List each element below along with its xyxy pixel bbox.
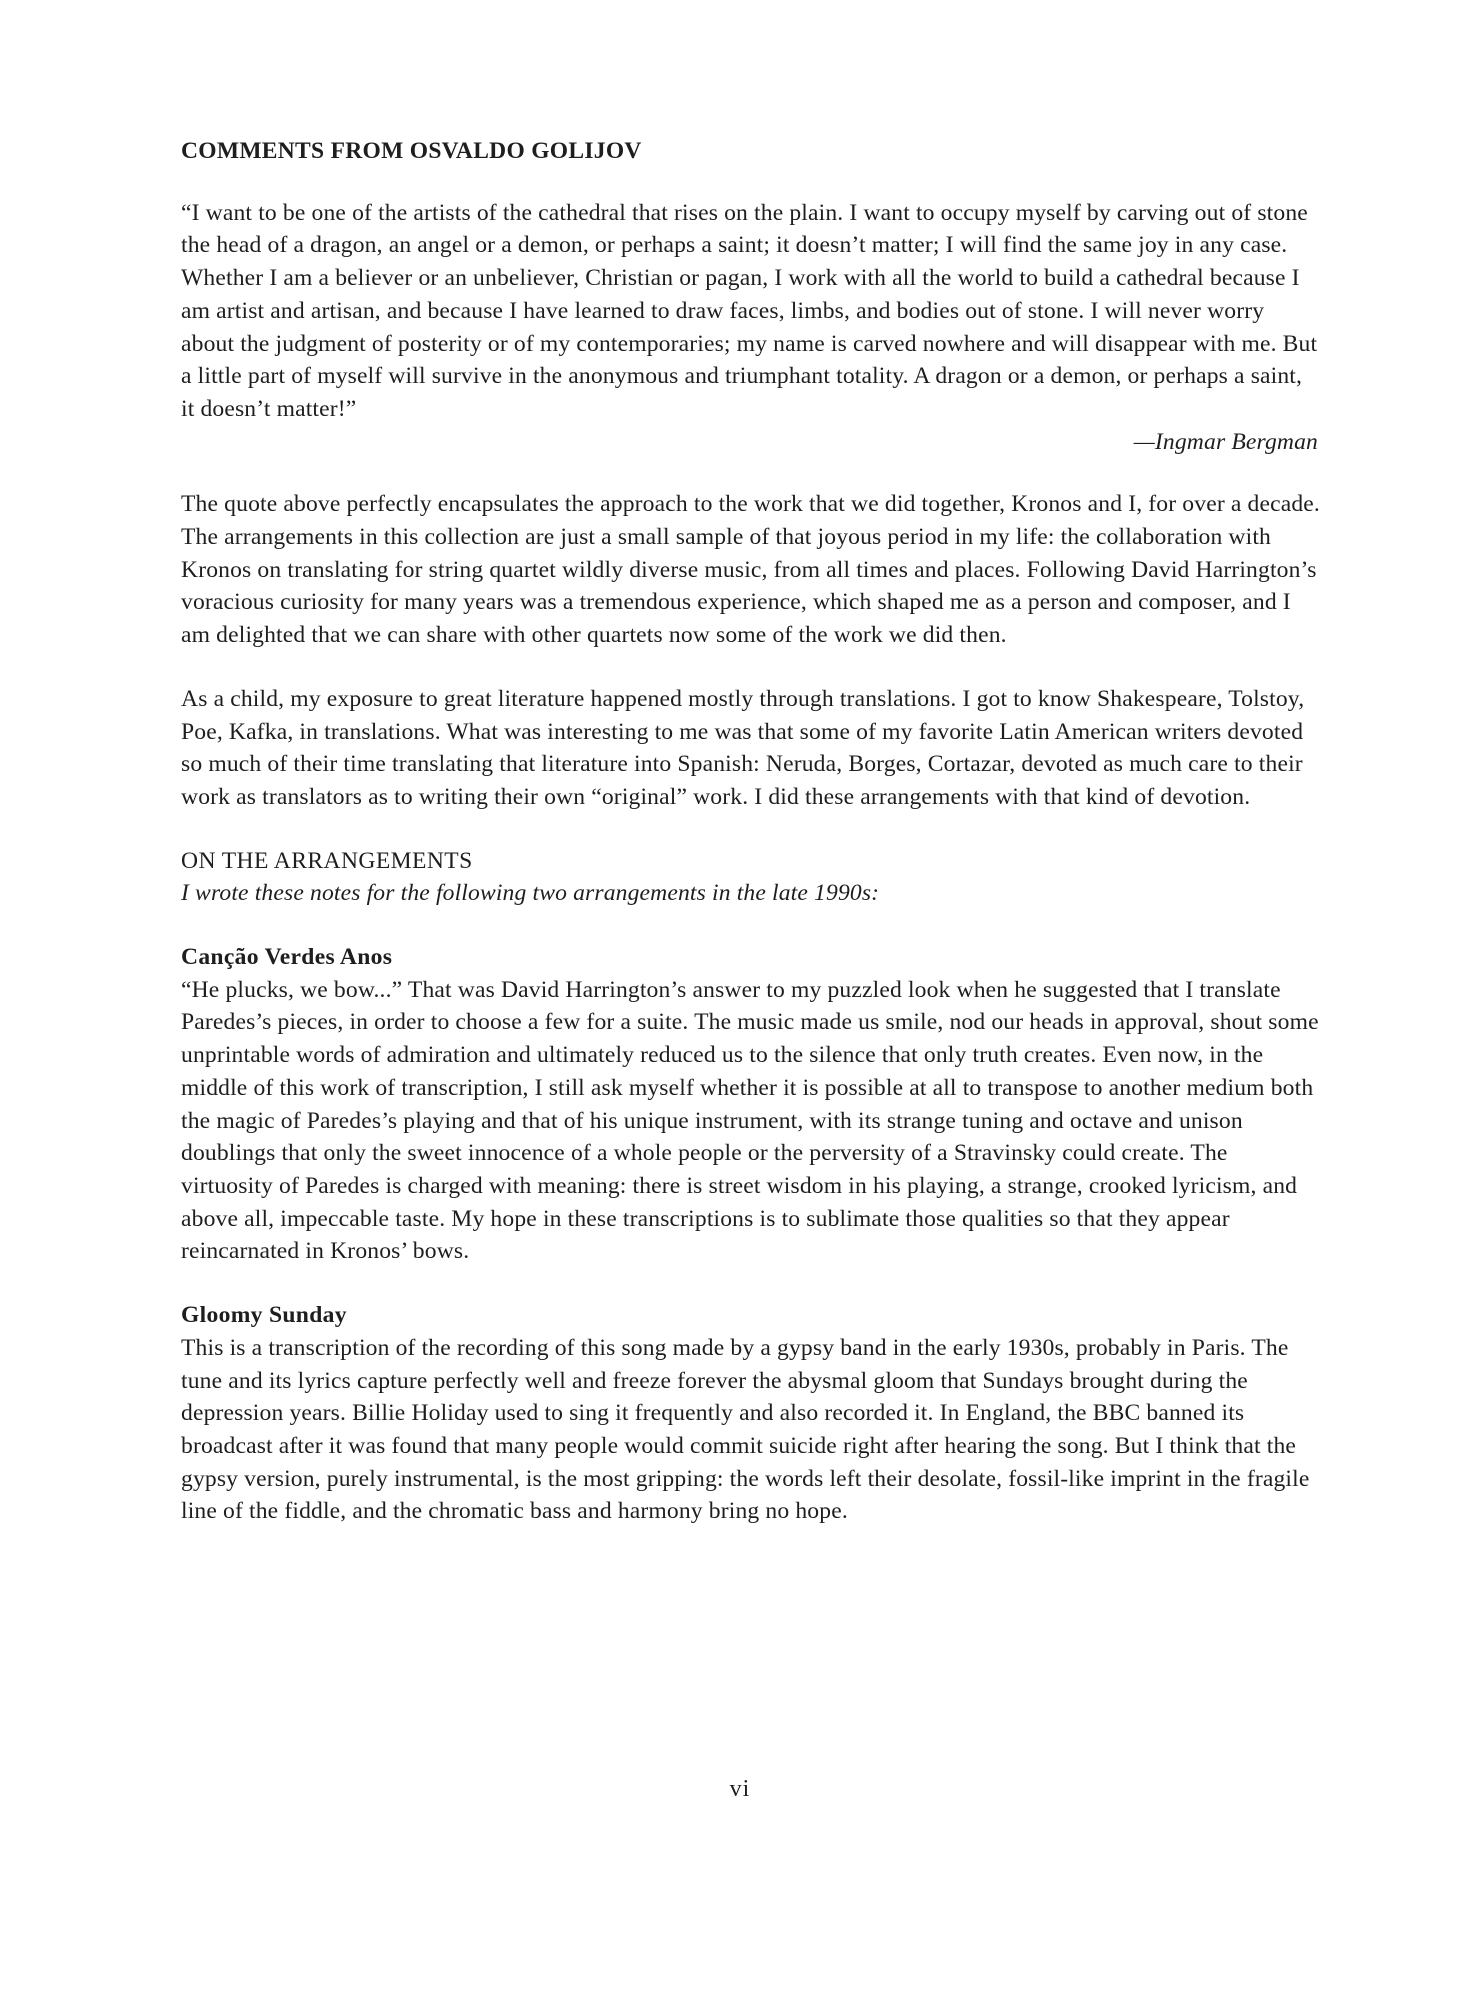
arrangement-title-cancao: Canção Verdes Anos <box>181 944 393 971</box>
arrangement-text-cancao: “He plucks, we bow...” That was David Harrington’s answer to my puzzled look when he suggested that I translate Paredes’s pieces, in order to choose a few for a suite. The music made us smile, nod our heads in approval, shout some unprintable words of admiration and ultimately reduced us to the silence that only truth creates. Even now, in the middle of this work of transcription, I still ask myself whether it is possible at all to transpose to another medium both the magic of Paredes’s playing and that of his unique instrument, with its strange tuning and octave and unison doublings that only the sweet innocence of a whole people or the perversity of a Stravinsky could create. The virtuosity of Paredes is charged with meaning: there is street wisdom in his playing, a strange, crooked lyricism, and above all, impeccable taste. My hope in these transcriptions is to sublimate those qualities so that they appear reincarnated in Kronos’ bows. <box>181 976 1319 1265</box>
page-heading: COMMENTS FROM OSVALDO GOLIJOV <box>181 138 642 164</box>
bergman-quote: “I want to be one of the artists of the cathedral that rises on the plain. I want to occupy myself by carving out of stone the head of a dragon, an angel or a demon, or perhaps a saint; it doesn’t matter; I will find the same joy in any case. Whether I am a believer or an unbeliever, Christian or pagan, I work with all the world to build a cathedral because I am artist and artisan, and because I have learned to draw faces, limbs, and bodies out of stone. I will never worry about the judgment of posterity or of my contemporaries; my name is carved nowhere and will disappear with me. But a little part of myself will survive in the anonymous and triumphant totality. A dragon or a demon, or perhaps a saint, it doesn’t matter!” <box>181 199 1318 422</box>
page-number: vi <box>729 1776 751 1802</box>
intro-paragraph: The quote above perfectly encapsulates the approach to the work that we did together, Kronos and I, for over a decade. The arrangements in this collection are just a small sample of that joyous period in my life: the collaboration with Kronos on translating for string quartet wildly diverse music, from all times and places. Following David Harrington’s voracious curiosity for many years was a tremendous experience, which shaped me as a person and composer, and I am delighted that we can share with other quartets now some of the work we did then. <box>181 491 1320 649</box>
quote-attribution: —Ingmar Bergman <box>1133 428 1318 455</box>
arrangements-title: ON THE ARRANGEMENTS <box>181 847 473 874</box>
arrangements-note: I wrote these notes for the following two arrangements in the late 1990s: <box>181 880 880 907</box>
translation-paragraph: As a child, my exposure to great literature happened mostly through translations. I got to know Shakespeare, Tolstoy, Poe, Kafka, in translations. What was interesting to me was that some of my favorite Latin American writers devoted so much of their time translating that literature into Spanish: Neruda, Borges, Cortazar, devoted as much care to their work as translators as to writing their own “original” work. I did these arrangements with that kind of devotion. <box>181 685 1305 810</box>
page-content <box>181 135 1321 1528</box>
arrangement-text-gloomy-sunday: This is a transcription of the recording of this song made by a gypsy band in the early 1930s, probably in Paris. The tune and its lyrics capture perfectly well and freeze forever the abysmal gloom that Sundays brought during the depression years. Billie Holiday used to sing it frequently and also recorded it. In England, the BBC banned its broadcast after it was found that many people would commit suicide right after hearing the song. But I think that the gypsy version, purely instrumental, is the most gripping: the words left their desolate, fossil-like imprint in the fragile line of the fiddle, and the chromatic bass and harmony bring no hope. <box>181 1334 1310 1525</box>
arrangement-title-gloomy-sunday: Gloomy Sunday <box>181 1302 347 1329</box>
